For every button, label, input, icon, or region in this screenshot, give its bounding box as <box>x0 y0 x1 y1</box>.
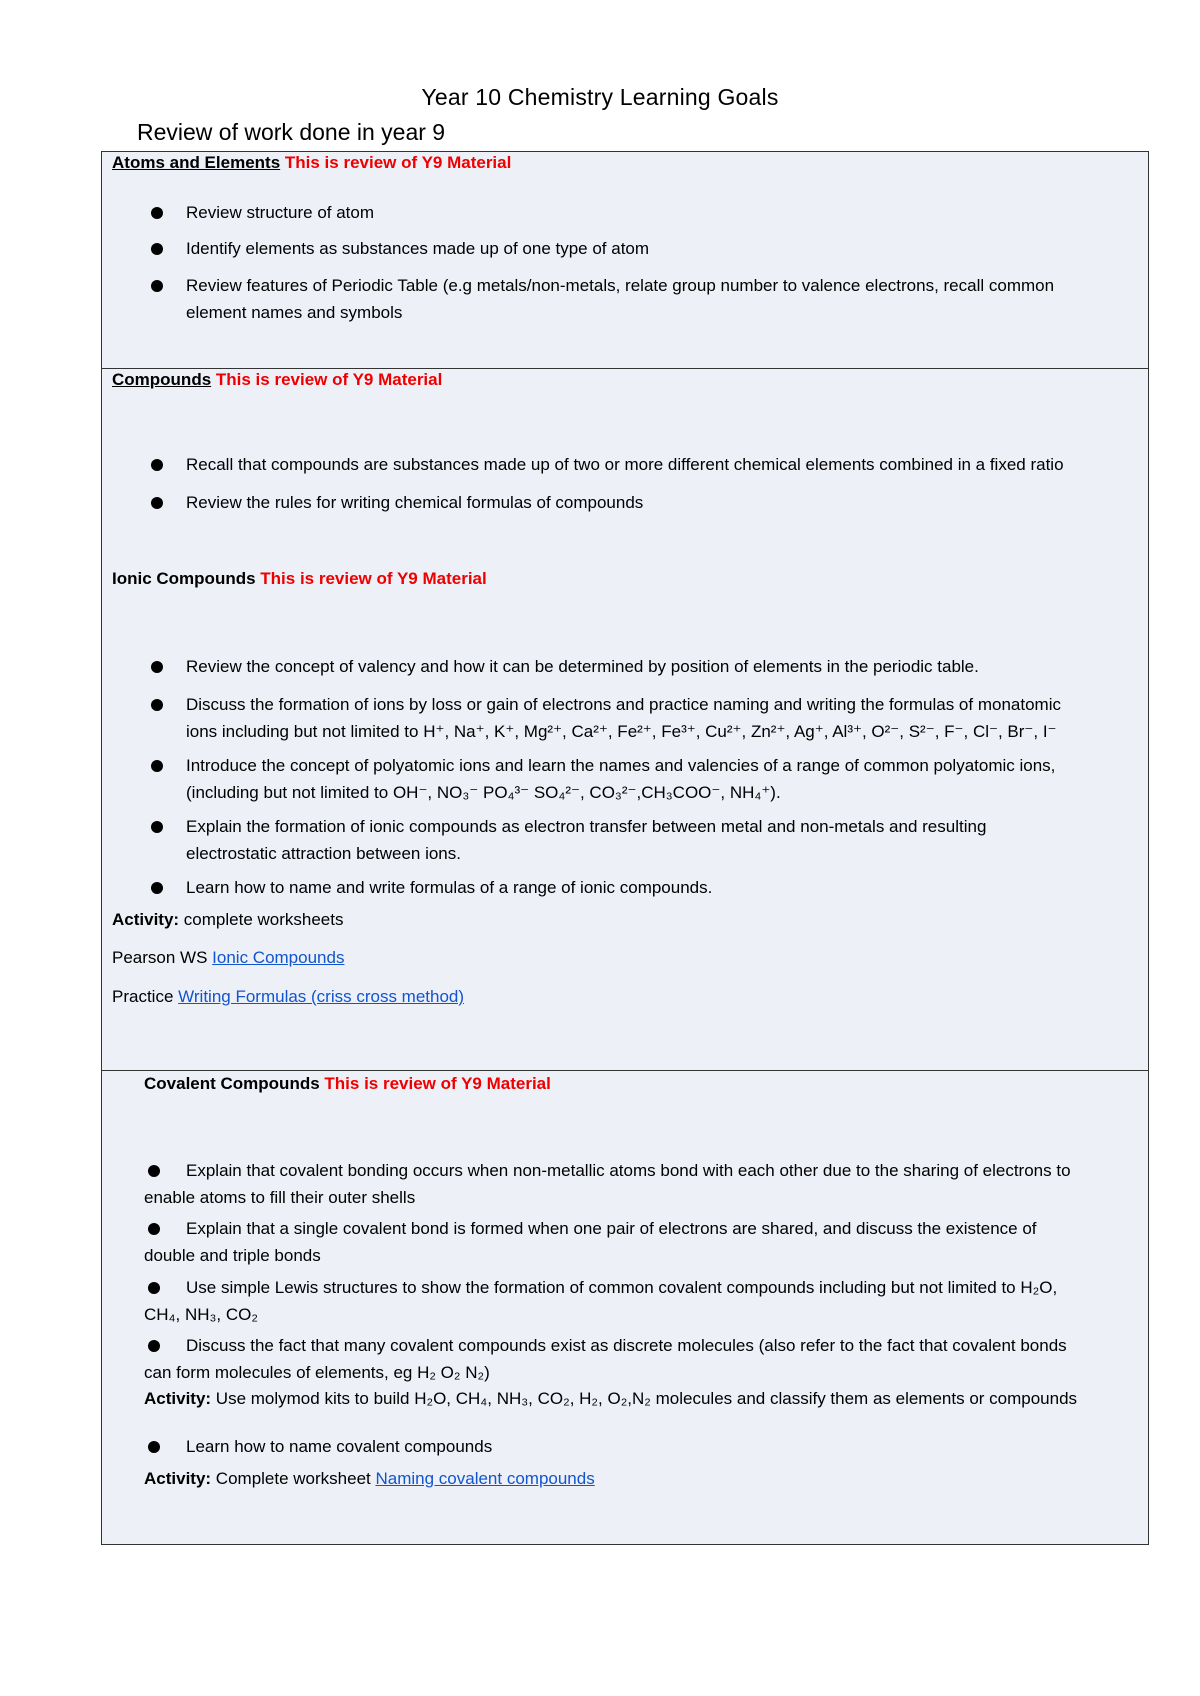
section-heading-compounds: Compounds This is review of Y9 Material <box>112 370 443 389</box>
review-tag: This is review of Y9 Material <box>284 153 512 172</box>
activity-line: Activity: Complete worksheet Naming covalent compounds <box>144 1469 595 1488</box>
section-covalent <box>101 1070 1149 1545</box>
review-tag: This is review of Y9 Material <box>324 1074 551 1093</box>
list-item: Explain the formation of ionic compounds as electron transfer between metal and non-metals and resulting <box>186 817 987 836</box>
list-item: enable atoms to fill their outer shells <box>144 1188 416 1207</box>
bullet-icon <box>151 243 163 255</box>
list-item: Use simple Lewis structures to show the formation of common covalent compounds including but not limited to H₂O, <box>186 1278 1058 1297</box>
naming-covalent-link[interactable]: Naming covalent compounds <box>375 1469 595 1488</box>
list-item: element names and symbols <box>186 303 403 322</box>
bullet-icon <box>148 1223 160 1235</box>
list-item: Introduce the concept of polyatomic ions and learn the names and valencies of a range of common polyatomic ions, <box>186 756 1056 775</box>
bullet-icon <box>148 1165 160 1177</box>
list-item: Discuss the formation of ions by loss or gain of electrons and practice naming and writing the formulas of monatomic <box>186 695 1061 714</box>
bullet-icon <box>151 459 163 471</box>
list-item: Review the concept of valency and how it can be determined by position of elements in the periodic table. <box>186 657 979 676</box>
list-item: Review structure of atom <box>186 203 375 222</box>
bullet-icon <box>151 497 163 509</box>
activity-line: Activity: Use molymod kits to build H₂O, CH₄, NH₃, CO₂, H₂, O₂,N₂ molecules and classify them as elements or compounds <box>144 1389 1078 1408</box>
bullet-icon <box>151 821 163 833</box>
list-item: Recall that compounds are substances made up of two or more different chemical elements combined in a fixed ratio <box>186 455 1064 474</box>
section-atoms-elements <box>101 151 1149 369</box>
list-item: can form molecules of elements, eg H₂ O₂ N₂) <box>144 1363 490 1382</box>
bullet-icon <box>148 1441 160 1453</box>
activity-line: Activity: complete worksheets <box>112 910 344 929</box>
bullet-icon <box>151 661 163 673</box>
bullet-icon <box>151 699 163 711</box>
ionic-compounds-link[interactable]: Ionic Compounds <box>212 948 345 967</box>
section-heading-atoms: Atoms and Elements This is review of Y9 Material <box>112 153 512 172</box>
section-heading-ionic: Ionic Compounds This is review of Y9 Material <box>112 569 487 588</box>
pearson-line: Pearson WS Ionic Compounds <box>112 948 345 967</box>
bullet-icon <box>151 207 163 219</box>
list-item: double and triple bonds <box>144 1246 321 1265</box>
bullet-icon <box>151 280 163 292</box>
list-item: Discuss the fact that many covalent compounds exist as discrete molecules (also refer to the fact that covalent bonds <box>186 1336 1067 1355</box>
list-item: CH₄, NH₃, CO₂ <box>144 1305 258 1324</box>
section-heading-covalent: Covalent Compounds This is review of Y9 Material <box>144 1074 551 1093</box>
writing-formulas-link[interactable]: Writing Formulas (criss cross method) <box>178 987 465 1006</box>
list-item: electrostatic attraction between ions. <box>186 844 461 863</box>
list-item: ions including but not limited to H⁺, Na⁺, K⁺, Mg²⁺, Ca²⁺, Fe²⁺, Fe³⁺, Cu²⁺, Zn²⁺, Ag⁺, Al³⁺, O²⁻, S²⁻, F⁻, Cl⁻, Br⁻, I⁻ <box>186 722 1057 741</box>
bullet-icon <box>148 1282 160 1294</box>
bullet-icon <box>151 882 163 894</box>
list-item: Review the rules for writing chemical formulas of compounds <box>186 493 644 512</box>
practice-line: Practice Writing Formulas (criss cross method) <box>112 987 465 1006</box>
list-item: Learn how to name and write formulas of a range of ionic compounds. <box>186 878 713 897</box>
list-item: Explain that a single covalent bond is formed when one pair of electrons are shared, and discuss the existence of <box>186 1219 1037 1238</box>
review-tag: This is review of Y9 Material <box>215 370 443 389</box>
page-subtitle: Review of work done in year 9 <box>137 119 446 145</box>
section-compounds <box>101 368 1149 1071</box>
list-item: Learn how to name covalent compounds <box>186 1437 493 1456</box>
bullet-icon <box>148 1340 160 1352</box>
list-item: Explain that covalent bonding occurs when non-metallic atoms bond with each other due to the sharing of electrons to <box>186 1161 1071 1180</box>
page-title: Year 10 Chemistry Learning Goals <box>421 84 779 110</box>
list-item: (including but not limited to OH⁻, NO₃⁻ PO₄³⁻ SO₄²⁻, CO₃²⁻,CH₃COO⁻, NH₄⁺). <box>186 783 781 802</box>
review-tag: This is review of Y9 Material <box>260 569 487 588</box>
list-item: Review features of Periodic Table (e.g metals/non-metals, relate group number to valence electrons, recall common <box>186 276 1055 295</box>
list-item: Identify elements as substances made up of one type of atom <box>186 239 650 258</box>
bullet-icon <box>151 760 163 772</box>
